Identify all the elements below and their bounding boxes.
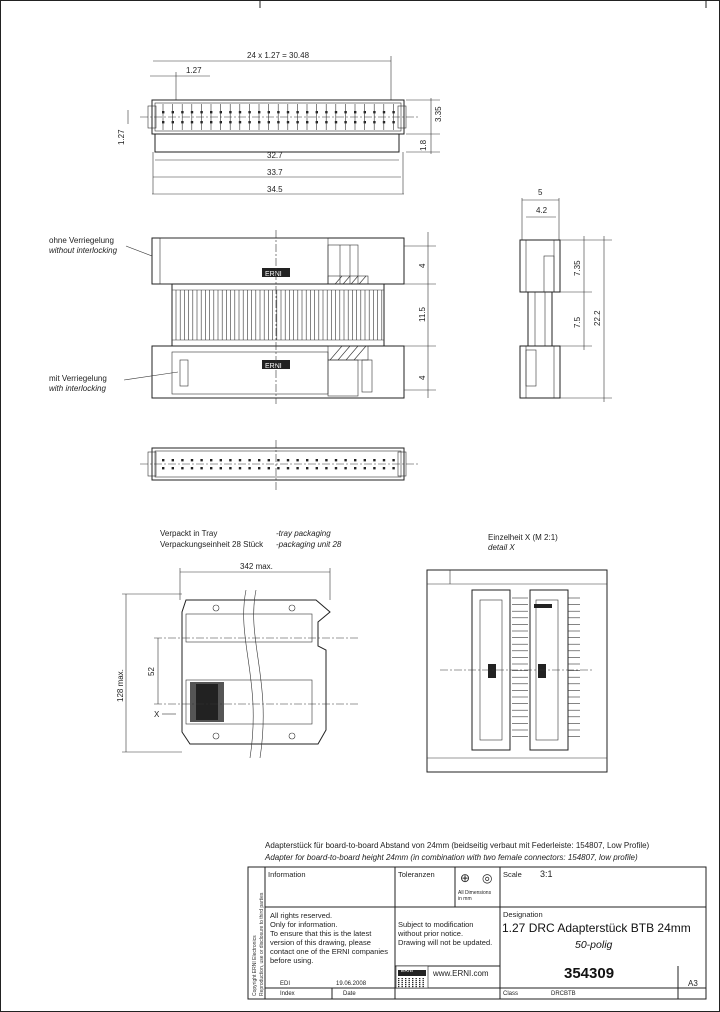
logo-dot xyxy=(416,978,417,979)
logo-dot xyxy=(419,980,420,981)
dim-a: 7.35 xyxy=(573,260,582,276)
tray-title-de: Verpackt in Tray xyxy=(160,529,218,538)
pin-dot xyxy=(316,459,318,461)
pin-dot xyxy=(277,467,279,469)
pin-dot xyxy=(354,459,356,461)
label-without-de: ohne Verriegelung xyxy=(49,236,114,245)
logo-dot xyxy=(398,978,399,979)
index-value: EDI xyxy=(280,981,291,987)
pin-dot xyxy=(383,459,385,461)
pin-dot xyxy=(172,467,174,469)
logo-dot xyxy=(412,980,413,981)
description-de: Adapterstück für board-to-board Abstand von 24mm (beidseitig verbaut mit Federleiste: 154807, Low Profile) xyxy=(265,841,650,850)
pin-dot xyxy=(364,467,366,469)
format: A3 xyxy=(688,979,698,988)
side-view xyxy=(49,230,436,404)
end-view xyxy=(520,188,612,402)
pin-dot xyxy=(316,467,318,469)
logo-dot xyxy=(398,982,399,983)
logo-dot xyxy=(405,986,406,987)
tray-title-en: -tray packaging xyxy=(276,529,331,538)
logo-dot xyxy=(402,978,403,979)
pin-dot xyxy=(210,459,212,461)
logo-dot xyxy=(412,978,413,979)
class-value: DRCBTB xyxy=(551,991,576,997)
logo-dot xyxy=(405,980,406,981)
logo-dot xyxy=(419,982,420,983)
tray-dim-width: 342 max. xyxy=(240,562,273,571)
detail-title-en: detail X xyxy=(488,543,515,552)
logo-dot xyxy=(409,984,410,985)
logo-dot xyxy=(398,984,399,985)
info-only: Only for information. xyxy=(270,920,338,929)
pin-dot xyxy=(220,459,222,461)
pole-count: 50-polig xyxy=(575,939,613,951)
logo-dot xyxy=(416,982,417,983)
pin-dot xyxy=(325,467,327,469)
dim-length-3: 34.5 xyxy=(267,185,283,194)
label-without-en: without interlocking xyxy=(49,246,118,255)
pin-dot xyxy=(268,459,270,461)
detail-marker: X xyxy=(154,710,160,719)
in-mm: in mm xyxy=(458,896,472,902)
subject-mod: Subject to modification without prior notice. xyxy=(398,920,474,938)
dim-width: 5 xyxy=(538,188,543,197)
pin-dot xyxy=(181,467,183,469)
dim-lower: 4 xyxy=(418,375,427,380)
logo-dot xyxy=(423,986,424,987)
logo-dot xyxy=(423,984,424,985)
pin-dot xyxy=(325,459,327,461)
index-label: Index xyxy=(280,991,295,997)
designation: 1.27 DRC Adapterstück BTB 24mm xyxy=(502,921,691,935)
date-value: 19.06.2008 xyxy=(336,981,367,987)
pin-dot xyxy=(162,467,164,469)
dim-middle: 11.5 xyxy=(418,307,427,322)
logo-dot xyxy=(402,982,403,983)
dim-pitch: 1.27 xyxy=(186,66,202,75)
part-number: 354309 xyxy=(564,965,615,982)
scale-value: 3:1 xyxy=(540,869,553,879)
scale-label: Scale xyxy=(503,870,522,879)
logo-dot xyxy=(416,986,417,987)
logo-dot xyxy=(409,978,410,979)
pin-dot xyxy=(229,459,231,461)
pin-dot xyxy=(181,459,183,461)
pin-dot xyxy=(200,467,202,469)
logo-dot xyxy=(398,986,399,987)
logo-dot xyxy=(409,980,410,981)
dim-b: 7.5 xyxy=(573,316,582,328)
logo-dot xyxy=(423,978,424,979)
pin-dot xyxy=(344,467,346,469)
pin-dot xyxy=(239,467,241,469)
pin-dot xyxy=(191,467,193,469)
logo-dot xyxy=(402,980,403,981)
pin-dot xyxy=(383,467,385,469)
logo-dot xyxy=(405,982,406,983)
dim-row: 1.27 xyxy=(117,129,126,145)
pin-dot xyxy=(277,459,279,461)
tray-dim-pitch: 52 xyxy=(147,667,156,676)
logo-dot xyxy=(419,984,420,985)
tray-dim-height: 128 max. xyxy=(116,669,125,702)
copyright-side2: Reproduction, use or disclosure to third parties xyxy=(259,892,265,996)
pin-dot xyxy=(258,459,260,461)
logo-dot xyxy=(398,980,399,981)
pin-dot xyxy=(287,467,289,469)
pin-dot xyxy=(239,459,241,461)
projection-icon: ◎ xyxy=(482,871,493,885)
pin-dot xyxy=(296,467,298,469)
label-with-en: with interlocking xyxy=(49,384,106,393)
brand-logo-text: ERNI xyxy=(401,968,413,974)
logo-dot xyxy=(416,980,417,981)
all-dimensions: All Dimensions xyxy=(458,890,492,896)
dim-upper: 4 xyxy=(418,263,427,268)
subject-block xyxy=(398,920,498,947)
logo-dot xyxy=(423,982,424,983)
pin-dot xyxy=(162,459,164,461)
logo-dot xyxy=(412,982,413,983)
pin-dot xyxy=(364,459,366,461)
logo-dot xyxy=(423,980,424,981)
tray-unit-en: -packaging unit 28 xyxy=(276,540,342,549)
dim-inner: 4.2 xyxy=(536,206,548,215)
dim-symbol-icon: ⊕ xyxy=(460,871,471,885)
logo-dot xyxy=(416,984,417,985)
designation-label: Designation xyxy=(503,910,543,919)
logo-dot xyxy=(412,984,413,985)
pin-dot xyxy=(287,459,289,461)
description-en: Adapter for board-to-board height 24mm (in combination with two female connectors: 154807, low profile) xyxy=(265,853,638,862)
all-dimensions-label xyxy=(458,890,491,902)
pin-dot xyxy=(296,459,298,461)
pin-dot xyxy=(200,459,202,461)
logo-dot xyxy=(419,986,420,987)
top-view xyxy=(117,51,443,194)
logo-dot xyxy=(409,986,410,987)
information-label: Information xyxy=(268,870,306,879)
logo-dot xyxy=(402,984,403,985)
pin-dot xyxy=(258,467,260,469)
logo-dot xyxy=(412,986,413,987)
pin-dot xyxy=(335,459,337,461)
pin-dot xyxy=(248,467,250,469)
dim-total: 22.2 xyxy=(593,310,602,326)
date-label: Date xyxy=(343,991,356,997)
pin-dot xyxy=(354,467,356,469)
class-label: Class xyxy=(503,991,519,997)
pin-dot xyxy=(373,467,375,469)
pin-dot xyxy=(191,459,193,461)
detail-title-de: Einzelheit X (M 2:1) xyxy=(488,533,558,542)
dim-height-b: 1.8 xyxy=(419,139,428,151)
pin-dot xyxy=(335,467,337,469)
logo-dot xyxy=(409,982,410,983)
pin-dot xyxy=(306,467,308,469)
website[interactable]: www.ERNI.com xyxy=(433,969,489,978)
tray-unit-de: Verpackungseinheit 28 Stück xyxy=(160,540,264,549)
pin-dot xyxy=(373,459,375,461)
rights-text: All rights reserved. xyxy=(270,911,333,920)
pin-dot xyxy=(210,467,212,469)
dim-pitch-total: 24 x 1.27 = 30.48 xyxy=(247,51,310,60)
pin-dot xyxy=(392,467,394,469)
pin-dot xyxy=(306,459,308,461)
pin-dot xyxy=(248,459,250,461)
tolerances-label: Toleranzen xyxy=(398,870,435,879)
logo-dot xyxy=(402,986,403,987)
not-updated: Drawing will not be updated. xyxy=(398,938,493,947)
rights-block xyxy=(270,911,390,965)
logo-dot xyxy=(405,978,406,979)
tray-view xyxy=(116,529,360,758)
pin-dot xyxy=(172,459,174,461)
copyright-side: Copyright ERNI Electronics xyxy=(252,935,258,996)
pin-dot xyxy=(268,467,270,469)
pin-dot xyxy=(229,467,231,469)
dim-length-1: 32.7 xyxy=(267,151,283,160)
brand-mark-upper: ERNI xyxy=(265,271,282,278)
bottom-view xyxy=(140,440,420,490)
detail-view xyxy=(427,533,607,772)
pin-dot xyxy=(392,459,394,461)
latest-version: To ensure that this is the latest version of this drawing, please contact one of the ERNI companies before using. xyxy=(270,929,388,965)
pin-dot xyxy=(220,467,222,469)
logo-dot xyxy=(419,978,420,979)
pin-dot xyxy=(344,459,346,461)
logo-dot xyxy=(405,984,406,985)
label-with-de: mit Verriegelung xyxy=(49,374,107,383)
dim-length-2: 33.7 xyxy=(267,168,283,177)
brand-mark-lower: ERNI xyxy=(265,363,282,370)
dim-height-a: 3.35 xyxy=(434,106,443,122)
